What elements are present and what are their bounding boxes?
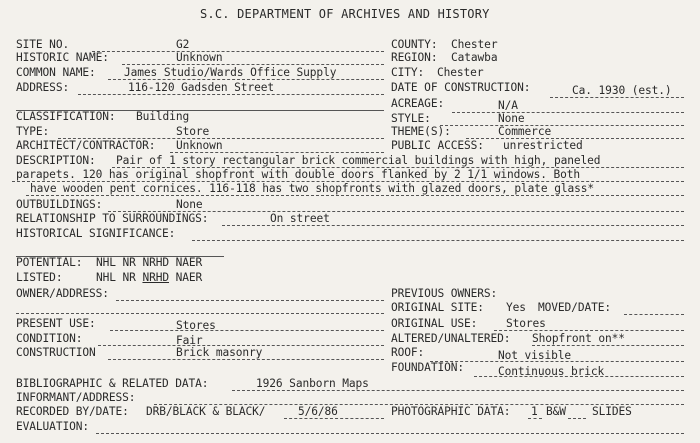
construction-line bbox=[108, 359, 384, 360]
recorded-by-value: DRB/BLACK & BLACK/ bbox=[146, 405, 266, 418]
photographic-label: PHOTOGRAPHIC DATA: bbox=[391, 405, 511, 418]
style-value: None bbox=[498, 112, 525, 125]
potential-label: POTENTIAL: bbox=[16, 256, 83, 269]
common-name-value: James Studio/Wards Office Supply bbox=[124, 66, 337, 79]
present-use-label: PRESENT USE: bbox=[16, 317, 96, 330]
original-use-line bbox=[494, 330, 684, 331]
county-label: COUNTY: bbox=[391, 38, 438, 51]
historical-significance-line bbox=[192, 240, 684, 241]
architect-value: Unknown bbox=[176, 139, 223, 152]
relationship-line bbox=[222, 225, 684, 226]
region-label: REGION: bbox=[391, 51, 438, 64]
region-value: Catawba bbox=[451, 51, 498, 64]
altered-line bbox=[532, 345, 684, 346]
county-value: Chester bbox=[451, 38, 498, 51]
description-line-3: have wooden pent cornices. 116-118 has two shopfronts with glazed doors, plate glass* bbox=[30, 182, 595, 195]
previous-owners-label: PREVIOUS OWNERS: bbox=[391, 287, 498, 300]
historic-name-value: Unknown bbox=[176, 51, 223, 64]
construction-label: CONSTRUCTION bbox=[16, 346, 96, 359]
address-line bbox=[78, 94, 384, 95]
relationship-value: On street bbox=[270, 212, 330, 225]
bibliographic-label: BIBLIOGRAPHIC & RELATED DATA: bbox=[16, 377, 209, 390]
description-rule-3 bbox=[26, 195, 684, 196]
common-name-label: COMMON NAME: bbox=[16, 66, 96, 79]
architect-line bbox=[170, 152, 384, 153]
type-label: TYPE: bbox=[16, 125, 50, 138]
evaluation-label: EVALUATION: bbox=[16, 420, 89, 433]
present-use-line bbox=[110, 330, 384, 331]
classification-value: Building bbox=[136, 110, 190, 123]
address-label: ADDRESS: bbox=[16, 81, 70, 94]
listed-prefix: NHL NR bbox=[96, 271, 143, 284]
date-construction-line bbox=[550, 97, 684, 98]
common-name-line bbox=[108, 79, 384, 80]
address-value: 116-120 Gadsden Street bbox=[128, 81, 274, 94]
date-construction-label: DATE OF CONSTRUCTION: bbox=[391, 81, 531, 94]
present-use-value: Stores bbox=[176, 319, 216, 332]
acreage-value: N/A bbox=[498, 99, 518, 112]
description-line-1: Pair of 1 story rectangular brick commercial buildings with high, paneled bbox=[116, 154, 601, 167]
bw-line bbox=[568, 418, 586, 419]
owner-address-label: OWNER/ADDRESS: bbox=[16, 287, 109, 300]
architect-label: ARCHITECT/CONTRACTOR: bbox=[16, 139, 156, 152]
original-site-label: ORIGINAL SITE: bbox=[391, 301, 484, 314]
form-header: S.C. DEPARTMENT OF ARCHIVES AND HISTORY bbox=[200, 7, 490, 21]
bibliographic-line bbox=[232, 390, 684, 391]
potential-options: NHL NR NRHD NAER bbox=[96, 256, 203, 269]
city-value: Chester bbox=[437, 66, 484, 79]
historic-name-line bbox=[122, 64, 384, 65]
altered-value: Shopfront on** bbox=[532, 332, 625, 345]
recorded-by-label: RECORDED BY/DATE: bbox=[16, 405, 129, 418]
informant-label: INFORMANT/ADDRESS: bbox=[16, 391, 136, 404]
bw-label: B&W bbox=[546, 405, 566, 418]
themes-label: THEME(S): bbox=[391, 125, 451, 138]
acreage-line bbox=[452, 112, 684, 113]
type-value: Store bbox=[176, 125, 210, 138]
style-label: STYLE: bbox=[391, 112, 431, 125]
historic-name-label: HISTORIC NAME: bbox=[16, 51, 109, 64]
historical-significance-label: HISTORICAL SIGNIFICANCE: bbox=[16, 227, 176, 240]
original-use-label: ORIGINAL USE: bbox=[391, 317, 478, 330]
owner-address-line-2 bbox=[16, 313, 384, 314]
site-no-label: SITE NO. bbox=[16, 38, 70, 51]
public-access-value: unrestricted bbox=[503, 139, 583, 152]
relationship-label: RELATIONSHIP TO SURROUNDINGS: bbox=[16, 212, 209, 225]
condition-value: Fair bbox=[176, 334, 203, 347]
site-no-line bbox=[92, 51, 384, 52]
photo-count-value: 1 bbox=[531, 405, 538, 418]
listed-label: LISTED: bbox=[16, 271, 63, 284]
recorded-date-line bbox=[284, 418, 384, 419]
description-line-2: parapets. 120 has original shopfront with double doors flanked by 2 1/1 windows. Both bbox=[16, 168, 581, 181]
description-label: DESCRIPTION: bbox=[16, 154, 96, 167]
evaluation-line bbox=[96, 433, 684, 434]
date-construction-value: Ca. 1930 (est.) bbox=[572, 84, 672, 97]
listed-marked: NRHD bbox=[142, 271, 169, 284]
original-use-value: Stores bbox=[506, 317, 546, 330]
foundation-label: FOUNDATION: bbox=[391, 361, 464, 374]
construction-value: Brick masonry bbox=[176, 346, 263, 359]
classification-label: CLASSIFICATION: bbox=[16, 110, 116, 123]
site-no-value: G2 bbox=[176, 38, 190, 51]
outbuildings-label: OUTBUILDINGS: bbox=[16, 198, 103, 211]
foundation-value: Continuous brick bbox=[498, 365, 605, 378]
recorded-date-value: 5/6/86 bbox=[298, 405, 338, 418]
acreage-label: ACREAGE: bbox=[391, 97, 445, 110]
city-label: CITY: bbox=[391, 66, 425, 79]
themes-value: Commerce bbox=[498, 125, 552, 138]
roof-value: Not visible bbox=[498, 349, 571, 362]
public-access-label: PUBLIC ACCESS: bbox=[391, 139, 484, 152]
listed-options bbox=[96, 272, 202, 284]
moved-date-label: MOVED/DATE: bbox=[538, 301, 611, 314]
style-line bbox=[440, 125, 684, 126]
listed-suffix: NAER bbox=[169, 271, 203, 284]
original-site-answer: Yes bbox=[506, 301, 526, 314]
altered-label: ALTERED/UNALTERED: bbox=[391, 332, 511, 345]
moved-date-line bbox=[624, 314, 684, 315]
condition-label: CONDITION: bbox=[16, 332, 83, 345]
owner-address-line bbox=[116, 300, 384, 301]
slides-label: SLIDES bbox=[592, 405, 632, 418]
outbuildings-value: None bbox=[176, 198, 203, 211]
bibliographic-value: 1926 Sanborn Maps bbox=[256, 377, 369, 390]
roof-label: ROOF: bbox=[391, 346, 425, 359]
photo-count-line bbox=[528, 418, 542, 419]
